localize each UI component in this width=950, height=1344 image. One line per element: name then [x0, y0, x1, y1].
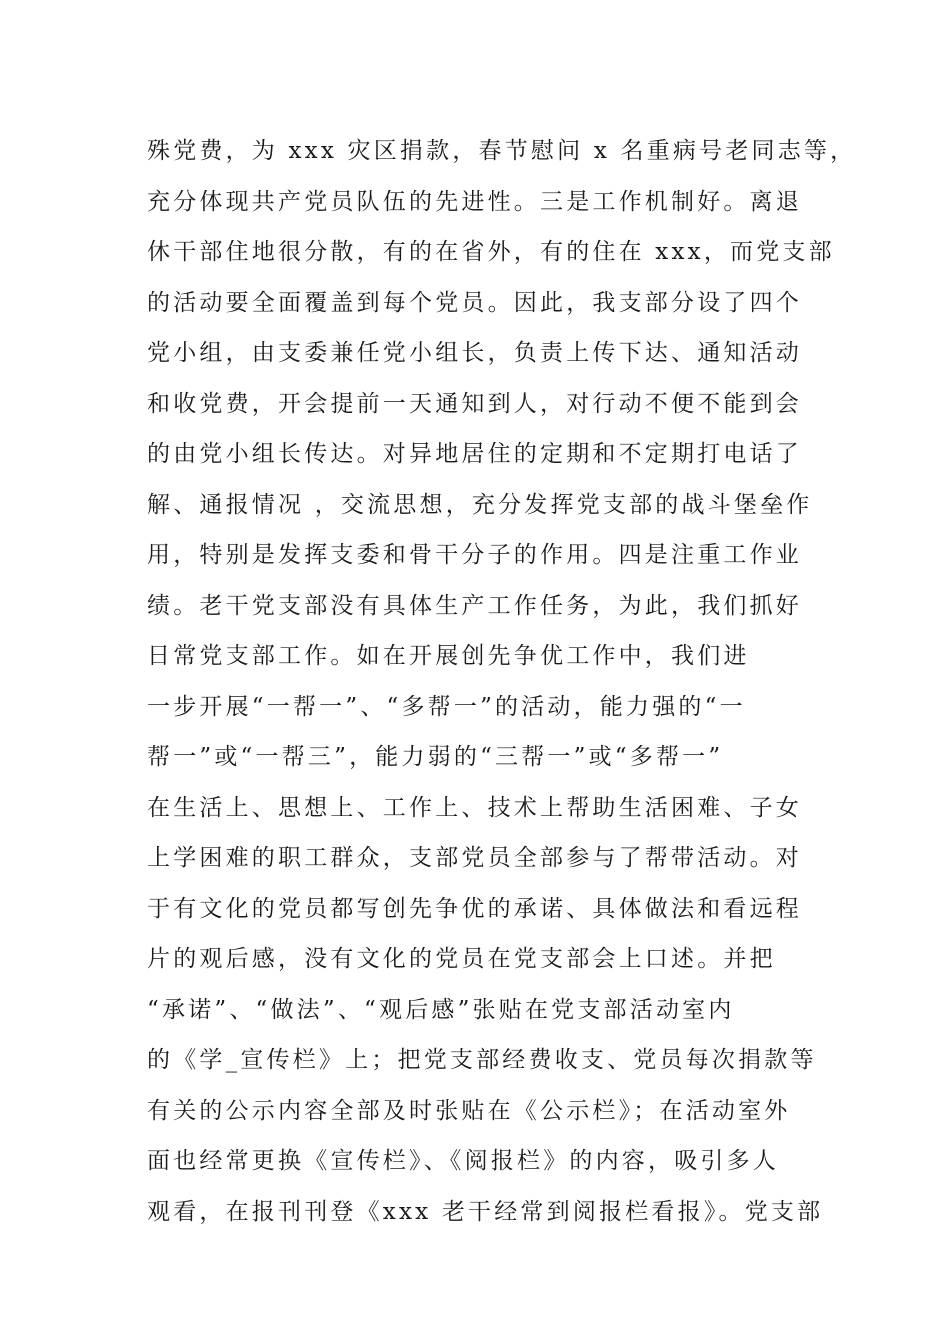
text-line-11: 日常党支部工作。如在开展创先争优工作中，我们进: [147, 643, 750, 669]
text-line-17: 片的观后感，没有文化的党员在党支部会上口述。并把: [147, 946, 776, 972]
text-line-18: “承诺”、“做法”、“观后感”张贴在党支部活动室内: [147, 996, 735, 1023]
text-line-21: 面也经常更换《宣传栏》、《阅报栏》的内容，吸引多人: [147, 1148, 779, 1174]
text-line-2: 充分体现共产党员队伍的先进性。三是工作机制好。离退: [147, 188, 802, 215]
text-line-22: 观看，在报刊刊登《xxx 老干经常到阅报栏看报》。党支部: [147, 1198, 824, 1225]
text-line-20: 有关的公示内容全部及时张贴在《公示栏》；在活动室外: [147, 1097, 791, 1124]
body-text: [147, 126, 857, 1237]
text-line-10: 绩。老干党支部没有具体生产工作任务，为此，我们抓好: [147, 592, 802, 619]
text-line-5: 党小组，由支委兼任党小组长，负责上传下达、通知活动: [147, 340, 802, 366]
text-line-4: 的活动要全面覆盖到每个党员。因此，我支部分设了四个: [147, 289, 802, 316]
text-line-16: 于有文化的党员都写创先争优的承诺、具体做法和看远程: [147, 895, 802, 922]
text-line-19: 的《学_宣传栏》上；把党支部经费收支、党员每次捐款等: [147, 1047, 817, 1073]
text-line-9: 用，特别是发挥支委和骨干分子的作用。四是注重工作业: [147, 542, 802, 568]
text-line-6: 和收党费，开会提前一天通知到人，对行动不便不能到会: [147, 390, 802, 417]
text-line-1: 殊党费，为 xxx 灾区捐款，春节慰问 x 名重病号老同志等，: [147, 138, 857, 164]
text-line-15: 上学困难的职工群众，支部党员全部参与了帮带活动。对: [147, 845, 802, 871]
text-line-13: 帮一”或“一帮三”，能力弱的“三帮一”或“多帮一”: [147, 744, 724, 770]
text-line-7: 的由党小组长传达。对异地居住的定期和不定期打电话了: [147, 441, 802, 467]
text-line-3: 休干部住地很分散，有的在省外，有的住在 xxx，而党支部: [147, 239, 835, 265]
text-line-14: 在生活上、思想上、工作上、技术上帮助生活困难、子女: [147, 794, 802, 821]
text-line-12: 一步开展“一帮一”、“多帮一”的活动，能力强的“一: [147, 693, 746, 720]
text-line-8: 解、通报情况 ，交流思想，充分发挥党支部的战斗堡垒作: [147, 491, 813, 518]
